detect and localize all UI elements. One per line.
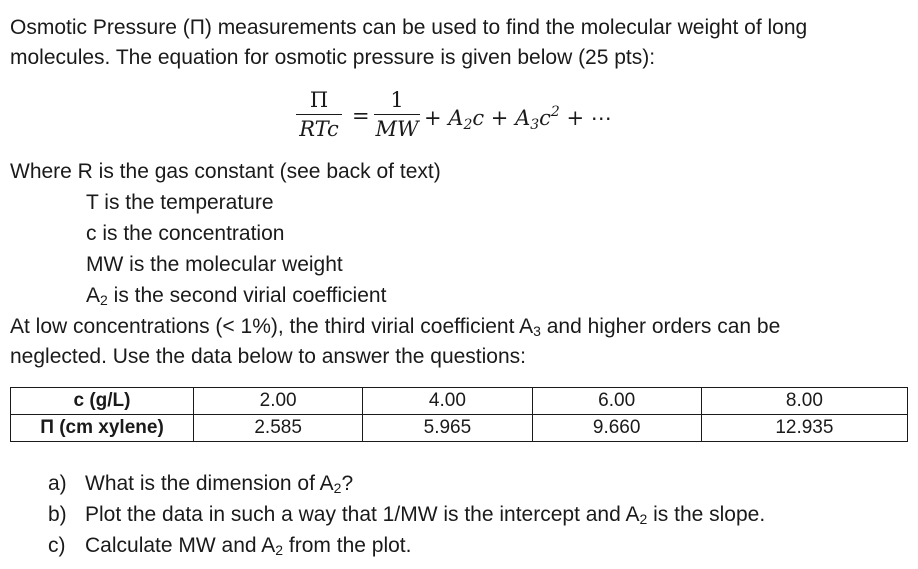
table-cell: 5.965 [363, 415, 532, 442]
rhs-fraction [374, 88, 420, 141]
table-cell: 2.00 [194, 388, 363, 415]
row-header-concentration: c (g/L) [11, 388, 194, 415]
question-c: c) Calculate MW and $A_2$ from the plot. [48, 534, 412, 558]
low-concentration-line-2: neglected. Use the data below to answer the questions: [10, 345, 526, 368]
definition-where: Where R is the gas constant (see back of text) [10, 160, 441, 183]
data-table [10, 387, 908, 442]
lhs-numerator: Π [309, 88, 329, 112]
definition-c: c is the concentration [86, 222, 285, 245]
rhs-numerator: 1 [390, 88, 404, 112]
row-header-osmotic-pressure: Π (cm xylene) [11, 415, 194, 442]
table-cell: 4.00 [363, 388, 532, 415]
table-cell: 2.585 [194, 415, 363, 442]
rhs-denominator: MW [375, 117, 419, 141]
table-cell: 6.00 [532, 388, 701, 415]
intro-line-2: molecules. The equation for osmotic pressure is given below (25 pts): [10, 46, 656, 69]
table-cell: 12.935 [701, 415, 907, 442]
equals-sign: = [352, 104, 370, 128]
table-cell: 9.660 [532, 415, 701, 442]
question-a: a) What is the dimension of $A_2$? [48, 472, 354, 496]
lhs-denominator: RTc [299, 117, 339, 141]
definition-a2: $A_2$ is the second virial coefficient [86, 284, 387, 308]
low-concentration-line-1: At low concentrations (< 1%), the third virial coefficient $A_3$ and higher orders can be [10, 315, 781, 339]
table-row-osmotic-pressure [11, 415, 908, 442]
definition-t: T is the temperature [86, 191, 274, 214]
table-cell: 8.00 [701, 388, 907, 415]
intro-line-1: Osmotic Pressure (Π) measurements can be used to find the molecular weight of long [10, 16, 808, 39]
table-row-concentration [11, 388, 908, 415]
equation-tail: + $A_2c + A_3c^2$ + ⋯ [424, 104, 612, 133]
question-b: b) Plot the data in such a way that 1/MW is the intercept and $A_2$ is the slope. [48, 503, 766, 527]
lhs-fraction [296, 88, 342, 141]
definition-mw: MW is the molecular weight [86, 253, 343, 276]
